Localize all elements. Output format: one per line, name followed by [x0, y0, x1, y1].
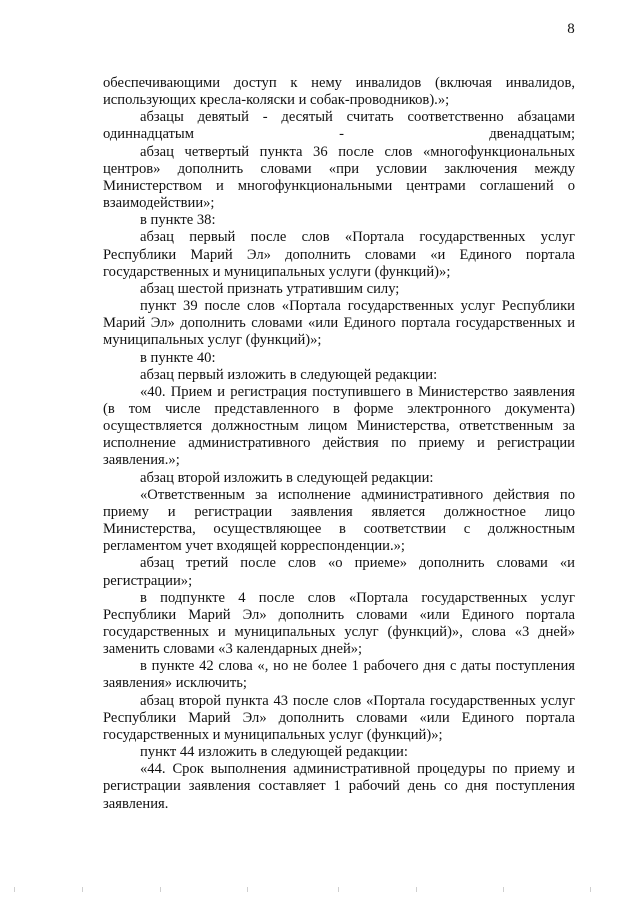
paragraph-8: в пункте 40: — [140, 349, 216, 366]
paragraph-16: абзац второй пункта 43 после слов «Портала государственных услуг Республики Марий Эл» дополнить словами «или Единого портала государственных и муниципальных услуг (функций)»; — [103, 692, 575, 743]
paragraph-18: «44. Срок выполнения административной процедуры по приему и регистрации заявления составляет 1 рабочий день со дня поступления заявления. — [103, 761, 575, 812]
paragraph-7: пункт 39 после слов «Портала государственных услуг Республики Марий Эл» дополнить словами «или Единого портала государственных и муниципальных услуг (функций)»; — [103, 298, 575, 349]
paragraph-14: в подпункте 4 после слов «Портала государственных услуг Республики Марий Эл» дополнить словами «или Единого портала государственных и муниципальных услуг (функций)», слова «3 дней» заменить словами «3 календарных дней»; — [103, 589, 575, 658]
paragraph-5: абзац первый после слов «Портала государственных услуг Республики Марий Эл» дополнить словами «и Единого портала государственных и муниципальных услуги (функций)»; — [103, 229, 575, 280]
paragraph-12: «Ответственным за исполнение административного действия по приему и регистрации заявления является должностное лицо Министерства, осуществляющее в соответствии с должностным регламентом учет входящей корреспонденции.»; — [103, 486, 575, 555]
paragraph-13: абзац третий после слов «о приеме» дополнить словами «и регистрации»; — [103, 555, 575, 589]
page-number: 8 — [567, 21, 575, 37]
scan-mark — [247, 887, 248, 892]
paragraph-4: в пункте 38: — [140, 212, 216, 229]
paragraph-17: пункт 44 изложить в следующей редакции: — [140, 744, 408, 761]
paragraph-15: в пункте 42 слова «, но не более 1 рабочего дня с даты поступления заявления» исключить; — [103, 658, 575, 692]
scan-mark — [503, 887, 504, 892]
document-body — [103, 75, 575, 813]
scan-mark — [416, 887, 417, 892]
scan-mark — [338, 887, 339, 892]
paragraph-3: абзац четвертый пункта 36 после слов «многофункциональных центров» дополнить словами «при условии заключения между Министерством и многофункциональными центрами соглашений о взаимодействии»; — [103, 143, 575, 212]
paragraph-10: «40. Прием и регистрация поступившего в Министерство заявления (в том числе представленного в форме электронного документа) осуществляется должностным лицом Министерства, ответственным за исполнение административного действия по приему и регистрации заявления.»; — [103, 383, 575, 469]
scan-mark — [82, 887, 83, 892]
scan-mark — [160, 887, 161, 892]
paragraph-2: абзацы девятый - десятый считать соответственно абзацами одиннадцатым - двенадцатым; — [103, 109, 575, 143]
paragraph-6: абзац шестой признать утратившим силу; — [140, 280, 400, 297]
paragraph-1: обеспечивающими доступ к нему инвалидов (включая инвалидов, использующих кресла-коляски и собак-проводников).»; — [103, 75, 575, 109]
scan-mark — [590, 887, 591, 892]
paragraph-9: абзац первый изложить в следующей редакции: — [140, 366, 438, 383]
paragraph-11: абзац второй изложить в следующей редакции: — [140, 469, 434, 486]
scan-mark — [14, 887, 15, 892]
scan-edge-marks — [0, 887, 640, 897]
